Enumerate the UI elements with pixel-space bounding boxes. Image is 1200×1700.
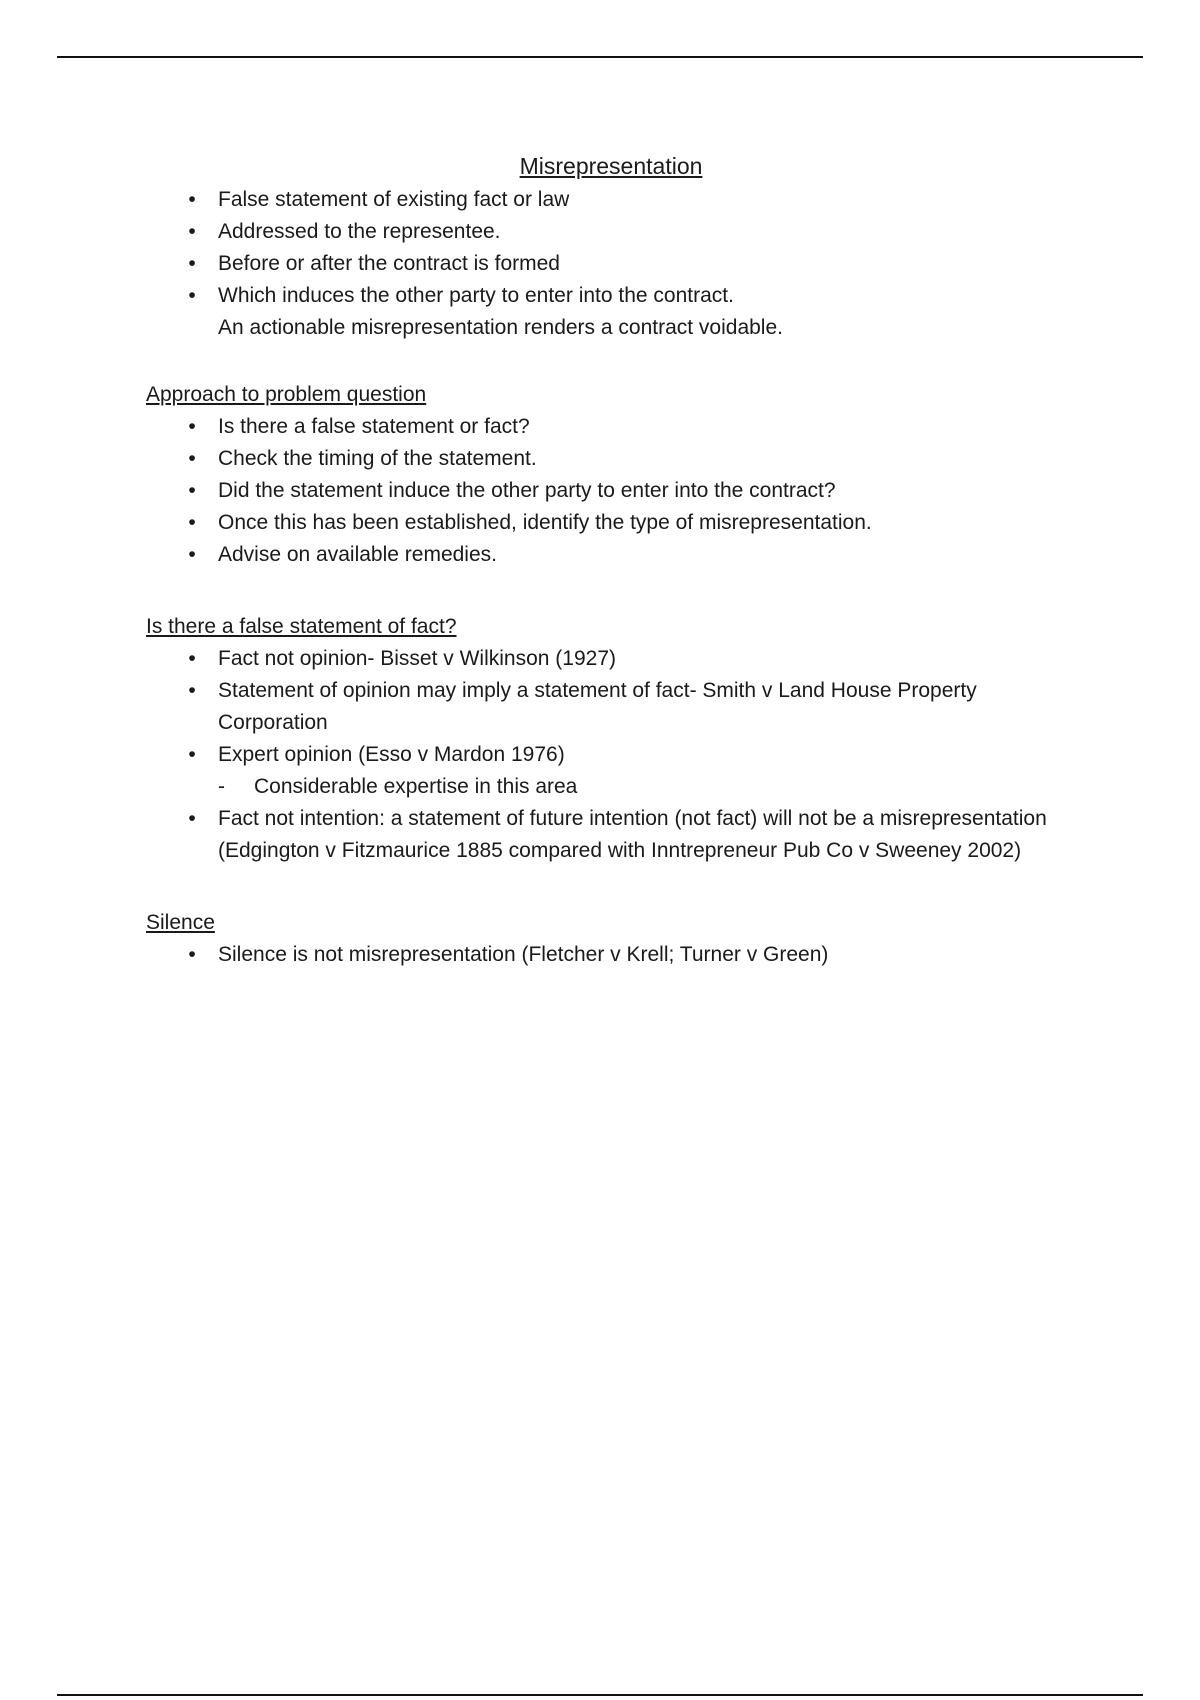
bullet-glyph: • <box>188 543 196 566</box>
bullet-glyph: • <box>188 647 196 670</box>
bullet-glyph: • <box>188 479 196 502</box>
list-item: • Did the statement induce the other party to enter into the contract? <box>146 475 1066 507</box>
false-statement-list-continued <box>146 803 1066 867</box>
bullet-glyph: • <box>188 679 196 702</box>
list-item: • Which induces the other party to enter into the contract. <box>146 280 1066 312</box>
bullet-glyph: • <box>188 447 196 470</box>
intro-list <box>146 184 1066 312</box>
list-item: • Fact not opinion- Bisset v Wilkinson (1927) <box>146 643 1066 675</box>
intro-note: An actionable misrepresentation renders a contract voidable. <box>218 316 783 339</box>
bullet-glyph: • <box>188 284 196 307</box>
list-item: • False statement of existing fact or law <box>146 184 1066 216</box>
list-item: • Once this has been established, identify the type of misrepresentation. <box>146 507 1066 539</box>
bullet-glyph: • <box>188 511 196 534</box>
list-item: • Addressed to the representee. <box>146 216 1066 248</box>
section-heading-silence: Silence <box>146 911 215 934</box>
list-item: • Fact not intention: a statement of future intention (not fact) will not be a misrepresentation (Edgington v Fitzmaurice 1885 compared with Inntrepreneur Pub Co v Sweeney 2002) <box>146 803 1066 867</box>
section-heading-approach: Approach to problem question <box>146 383 427 406</box>
list-item: • Statement of opinion may imply a statement of fact- Smith v Land House Property Corporation <box>146 675 1066 739</box>
bullet-glyph: • <box>188 188 196 211</box>
header-rule <box>57 56 1143 58</box>
list-item: • Is there a false statement or fact? <box>146 411 1066 443</box>
section-heading-false-statement: Is there a false statement of fact? <box>146 615 457 638</box>
bullet-glyph: • <box>188 807 196 830</box>
bullet-glyph: • <box>188 743 196 766</box>
bullet-glyph: • <box>188 943 196 966</box>
footer-rule <box>57 1694 1143 1696</box>
list-item: • Expert opinion (Esso v Mardon 1976) <box>146 739 1066 771</box>
sub-item: - Considerable expertise in this area <box>146 771 1066 803</box>
bullet-glyph: • <box>188 220 196 243</box>
list-item: • Before or after the contract is formed <box>146 248 1066 280</box>
bullet-glyph: • <box>188 415 196 438</box>
page-title: Misrepresentation <box>519 153 703 179</box>
list-item: • Check the timing of the statement. <box>146 443 1066 475</box>
false-statement-list <box>146 643 1066 771</box>
approach-list <box>146 411 1066 571</box>
silence-list <box>146 939 1066 971</box>
bullet-glyph: • <box>188 252 196 275</box>
dash-glyph: - <box>218 775 225 798</box>
document-body <box>146 148 1066 971</box>
list-item: • Advise on available remedies. <box>146 539 1066 571</box>
list-item: • Silence is not misrepresentation (Fletcher v Krell; Turner v Green) <box>146 939 1066 971</box>
